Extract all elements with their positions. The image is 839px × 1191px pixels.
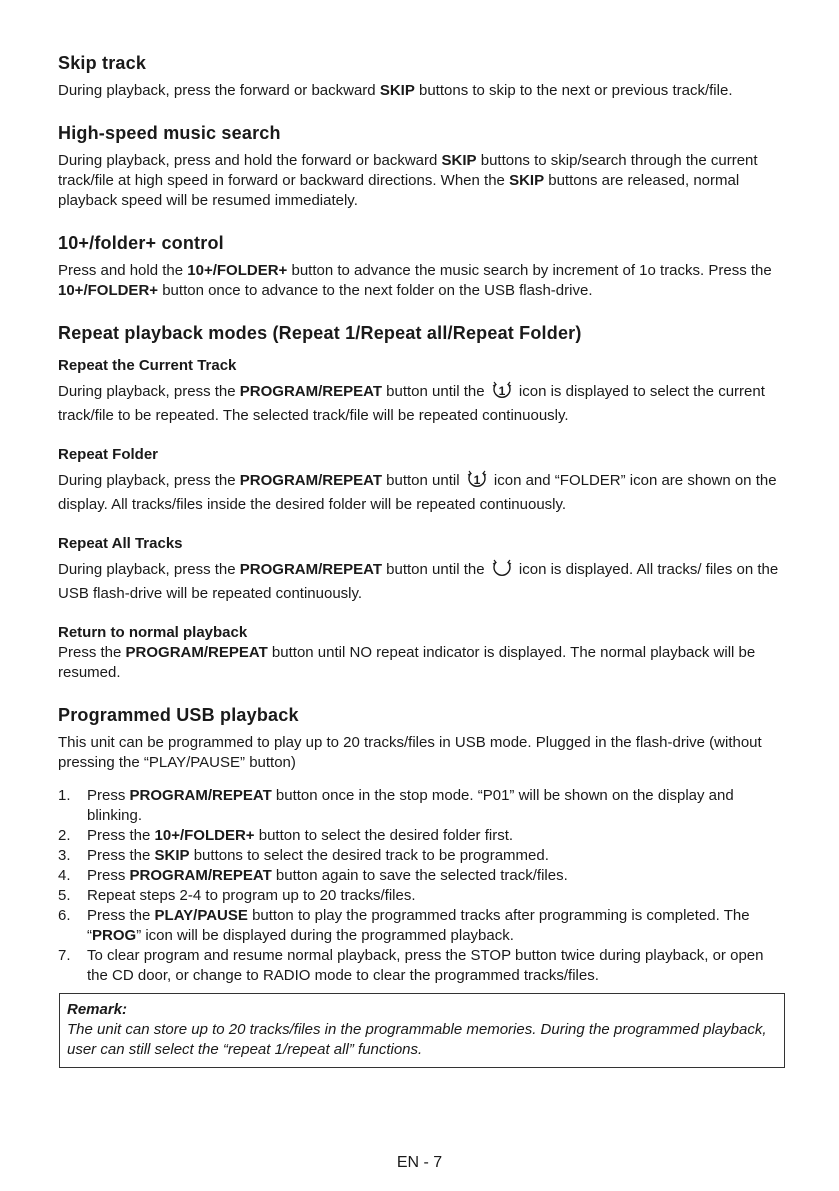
programming-steps	[58, 786, 786, 986]
folder-control-text: Press and hold the 10+/FOLDER+ button to advance the music search by increment of 1o tracks. Press the 10+/FOLDER+ button once to advance to the next folder on the USB flash-drive.	[58, 262, 772, 299]
heading-repeat-folder: Repeat Folder	[58, 446, 159, 463]
heading-normal-playback: Return to normal playback	[58, 624, 248, 641]
repeat-one-icon	[466, 469, 488, 495]
remark-text: The unit can store up to 20 tracks/files in the programmable memories. During the programmed playback, user can still select the “repeat 1/repeat all” functions.	[67, 1021, 767, 1058]
manual-page	[58, 52, 786, 986]
list-item: 3. Press the SKIP buttons to select the desired track to be programmed.	[58, 847, 549, 864]
section-high-speed-search	[58, 122, 786, 211]
heading-skip-track: Skip track	[58, 53, 147, 73]
list-item: 1. Press PROGRAM/REPEAT button once in the stop mode. “P01” will be shown on the display and blinking.	[58, 787, 734, 824]
svg-text:1: 1	[498, 384, 506, 398]
repeat-folder-text: During playback, press the PROGRAM/REPEAT button until 1 icon and “FOLDER” icon are shown on the display. All tracks/files inside the desired folder will be repeated continuously.	[58, 469, 786, 515]
subsection-normal-playback	[58, 623, 786, 683]
programmed-intro: This unit can be programmed to play up to 20 tracks/files in USB mode. Plugged in the flash-drive (without pressing the “PLAY/PAUSE” button)	[58, 734, 762, 771]
high-speed-search-text: During playback, press and hold the forward or backward SKIP buttons to skip/search through the current track/file at high speed in forward or backward directions. When the SKIP buttons are released, normal playback speed will be resumed immediately.	[58, 152, 758, 209]
skip-track-text: During playback, press the forward or backward SKIP buttons to skip to the next or previous track/file.	[58, 82, 733, 99]
heading-repeat-current: Repeat the Current Track	[58, 357, 237, 374]
remark-title: Remark:	[67, 1001, 128, 1018]
repeat-one-icon	[491, 380, 513, 406]
heading-folder-control: 10+/folder+ control	[58, 233, 224, 253]
heading-repeat-modes: Repeat playback modes (Repeat 1/Repeat all/Repeat Folder)	[58, 323, 582, 343]
section-repeat-modes	[58, 322, 786, 683]
list-item: 5. Repeat steps 2-4 to program up to 20 tracks/files.	[58, 887, 416, 904]
repeat-current-text: During playback, press the PROGRAM/REPEAT button until the 1 icon is displayed to select the current track/file to be repeated. The selected track/file will be repeated continuously.	[58, 380, 786, 426]
list-item: 6. Press the PLAY/PAUSE button to play the programmed tracks after programming is completed. The “PROG” icon will be displayed during the programmed playback.	[58, 907, 750, 944]
page-number: EN - 7	[396, 1154, 443, 1171]
subsection-repeat-all	[58, 534, 786, 604]
list-item: 4. Press PROGRAM/REPEAT button again to save the selected track/files.	[58, 867, 568, 884]
heading-high-speed-search: High-speed music search	[58, 123, 281, 143]
repeat-all-text: During playback, press the PROGRAM/REPEAT button until the icon is displayed. All tracks/ files on the USB flash-drive will be repeated continuously.	[58, 558, 786, 604]
normal-playback-text: Press the PROGRAM/REPEAT button until NO repeat indicator is displayed. The normal playback will be resumed.	[58, 644, 756, 681]
section-programmed-playback	[58, 704, 786, 986]
list-item: 7. To clear program and resume normal playback, press the STOP button twice during playback, or open the CD door, or change to RADIO mode to clear the programmed tracks/files.	[58, 947, 764, 984]
heading-programmed-playback: Programmed USB playback	[58, 705, 299, 725]
subsection-repeat-folder	[58, 445, 786, 515]
repeat-all-icon	[491, 558, 513, 584]
remark-box	[59, 993, 785, 1068]
list-item: 2. Press the 10+/FOLDER+ button to select the desired folder first.	[58, 827, 514, 844]
section-folder-control	[58, 232, 786, 301]
section-skip-track	[58, 52, 786, 101]
svg-text:1: 1	[473, 473, 481, 487]
heading-repeat-all: Repeat All Tracks	[58, 535, 183, 552]
subsection-repeat-current	[58, 356, 786, 426]
